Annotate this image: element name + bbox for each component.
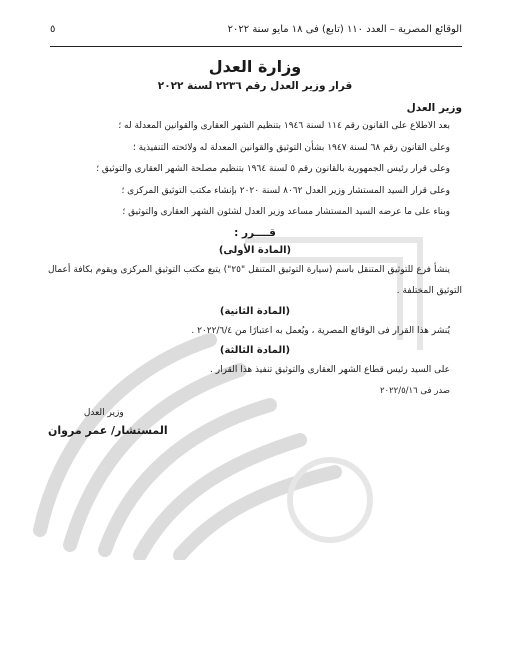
preamble-paragraph: وعلى القانون رقم ٦٨ لسنة ١٩٤٧ بشأن التوثيق والقوانين المعدلة له ولائحته التنفيذية ؛ (132, 142, 450, 153)
article-text: يُنشر هذا القرار فى الوقائع المصرية ، ويُعمل به اعتبارًا من ٢٠٢٢/٦/٤ . (191, 325, 450, 336)
header-rule (50, 46, 462, 47)
signature-title: وزير العدل (83, 407, 124, 418)
article-title: (المادة الثانية) (219, 305, 291, 317)
decree-body (48, 56, 462, 440)
article-text: على السيد رئيس قطاع الشهر العقارى والتوثيق تنفيذ هذا القرار . (210, 365, 450, 375)
preamble-paragraph: وعلى قرار رئيس الجمهورية بالقانون رقم ٥ لسنة ١٩٦٤ بتنظيم مصلحة الشهر العقارى والتوثيق ؛ (96, 164, 450, 174)
article-text: ينشأ فرع للتوثيق المتنقل باسم (سيارة التوثيق المتنقل "٢٥") يتبع مكتب التوثيق المركزى ويقوم بكافة أعمال التوثيق المختلفة . (48, 264, 462, 296)
ministry-title: وزارة العدل (208, 57, 302, 76)
preamble-paragraph: بعد الاطلاع على القانون رقم ١١٤ لسنة ١٩٤٦ بتنظيم الشهر العقارى والقوانين المعدلة له ؛ (118, 121, 450, 131)
decree-title: قرار وزير العدل رقم ٢٢٣٦ لسنة ٢٠٢٢ (157, 80, 353, 92)
decides-heading: قــــرر : (234, 226, 276, 239)
preamble-paragraph: وعلى قرار السيد المستشار وزير العدل ٨٠٦٢ لسنة ٢٠٢٠ بإنشاء مكتب التوثيق المركزى ؛ (121, 185, 450, 196)
issue-date: صدر فى ٢٠٢٢/٥/١٦ (379, 385, 450, 396)
article-title: (المادة الثالثة) (219, 345, 291, 356)
minister-heading: وزير العدل (406, 102, 462, 114)
gazette-issue-title: الوقائع المصرية – العدد ١١٠ (تابع) فى ١٨ مايو سنة ٢٠٢٢ (227, 24, 462, 35)
page-header (50, 24, 462, 42)
article-title: (المادة الأولى) (218, 244, 292, 256)
page-number: ٥ (50, 24, 56, 35)
preamble-paragraph: وبناء على ما عرضه السيد المستشار مساعد وزير العدل لشئون الشهر العقارى والتوثيق ؛ (122, 207, 450, 217)
signature-name: المستشار/ عمر مروان (48, 423, 168, 437)
